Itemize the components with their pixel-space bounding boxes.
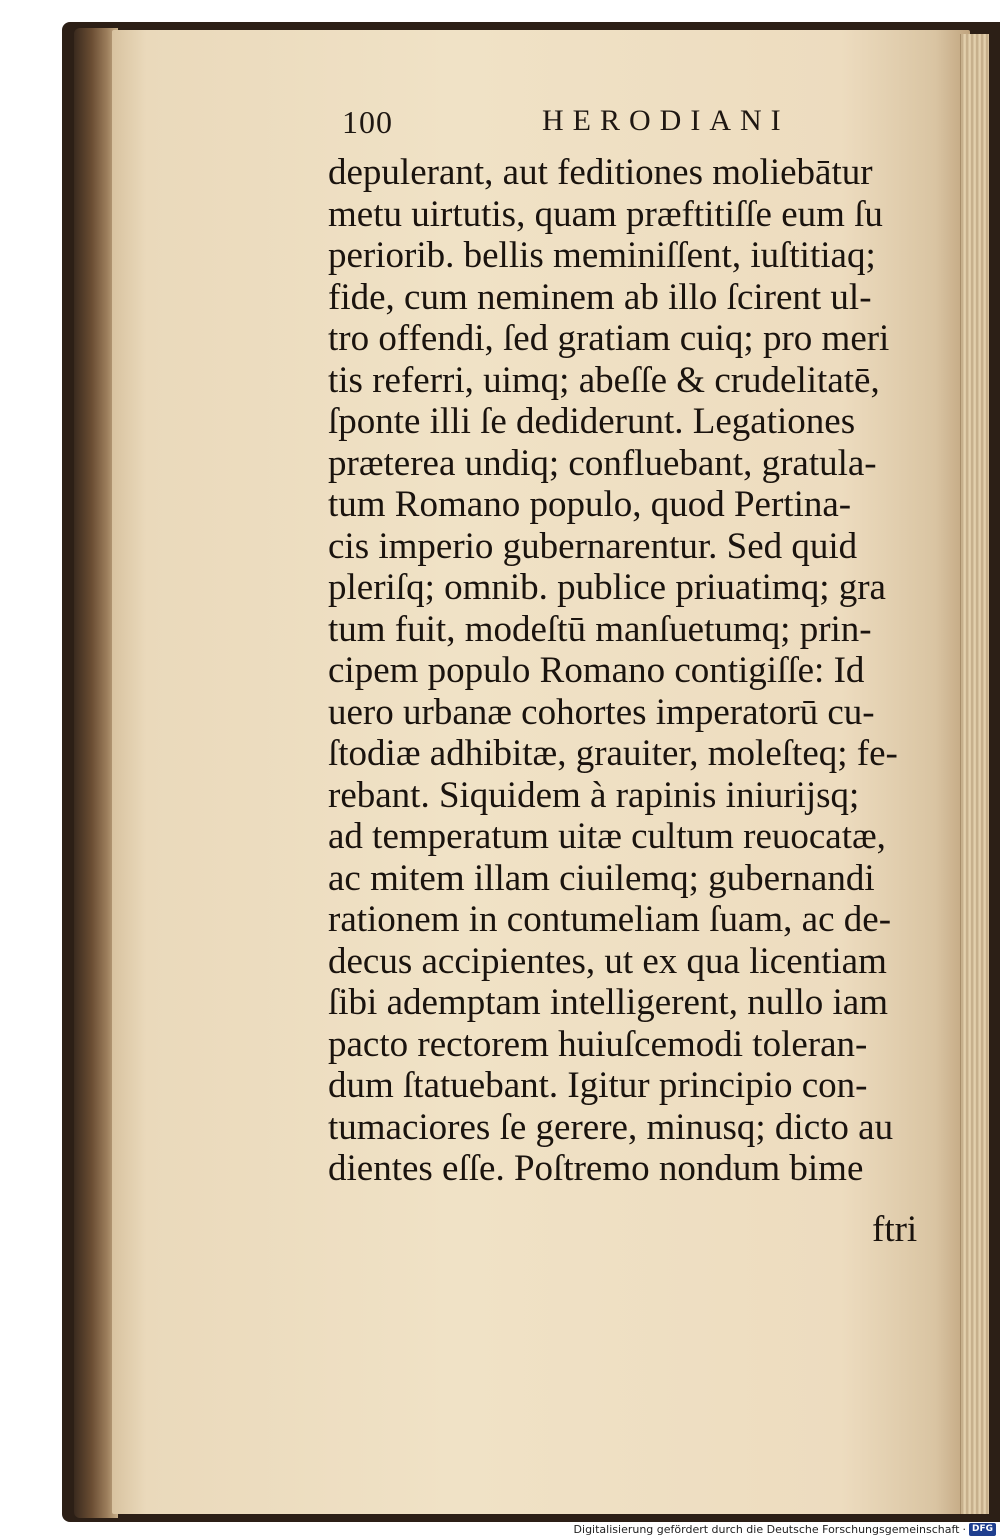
text-line: ad temperatum uitæ cultum reuocatæ, xyxy=(328,816,886,857)
text-line: rebant. Siquidem à rapinis iniurijsq; xyxy=(328,774,860,816)
text-line: ſtodiæ adhibitæ, grauiter, moleſteq; fe- xyxy=(328,733,898,774)
dfg-logo-icon: DFG xyxy=(969,1523,996,1536)
text-line: tis referri, uimq; abeſſe & crudelitatē, xyxy=(328,359,880,401)
text-line: tumaciores ſe gerere, minusq; dicto au xyxy=(328,1106,894,1148)
text-line: decus accipientes, ut ex qua licentiam xyxy=(328,940,887,982)
text-line: dum ſtatuebant. Igitur principio con- xyxy=(328,1065,868,1106)
text-line: tum Romano populo, quod Pertina- xyxy=(328,484,852,525)
text-line: cipem populo Romano contigiſſe: Id xyxy=(328,650,865,691)
text-line: ac mitem illam ciuilemq; gubernandi xyxy=(328,857,875,899)
text-line: rationem in contumeliam ſuam, ac de- xyxy=(328,899,892,940)
text-line: præterea undiq; confluebant, gratula- xyxy=(328,442,877,484)
text-line: tro offendi, ſed gratiam cuiq; pro meri xyxy=(328,318,890,359)
text-line: ſibi ademptam intelligerent, nullo iam xyxy=(328,982,889,1023)
text-line: pacto rectorem huiuſcemodi toleran- xyxy=(328,1023,868,1065)
separator-dot: · xyxy=(962,1523,966,1536)
body-text xyxy=(328,152,946,1190)
text-line: dientes eſſe. Poſtremo nondum bime xyxy=(328,1148,864,1189)
text-line: pleriſq; omnib. publice priuatimq; gra xyxy=(328,567,886,608)
digitization-credit xyxy=(574,1523,996,1536)
text-line: fide, cum neminem ab illo ſcirent ul- xyxy=(328,276,872,318)
running-head: HERODIANI xyxy=(542,104,790,137)
page-fore-edge xyxy=(960,34,989,1514)
page-header xyxy=(342,104,942,144)
page-number: 100 xyxy=(342,104,393,140)
text-line: tum fuit, modeſtū manſuetumq; prin- xyxy=(328,608,872,650)
text-line: depulerant, aut feditiones moliebātur xyxy=(328,152,873,193)
credit-text: Digitalisierung gefördert durch die Deutsche Forschungsgemeinschaft xyxy=(573,1523,960,1536)
text-line: ſponte illi ſe dediderunt. Legationes xyxy=(328,401,856,442)
catchword: ftri xyxy=(872,1209,918,1250)
text-line: uero urbanæ cohortes imperatorū cu- xyxy=(328,691,875,733)
text-line: periorib. bellis meminiſſent, iuſtitiaq; xyxy=(328,235,876,276)
text-line: cis imperio gubernarentur. Sed quid xyxy=(328,525,858,567)
text-line: metu uirtutis, quam præftitiſſe eum ſu xyxy=(328,193,883,235)
